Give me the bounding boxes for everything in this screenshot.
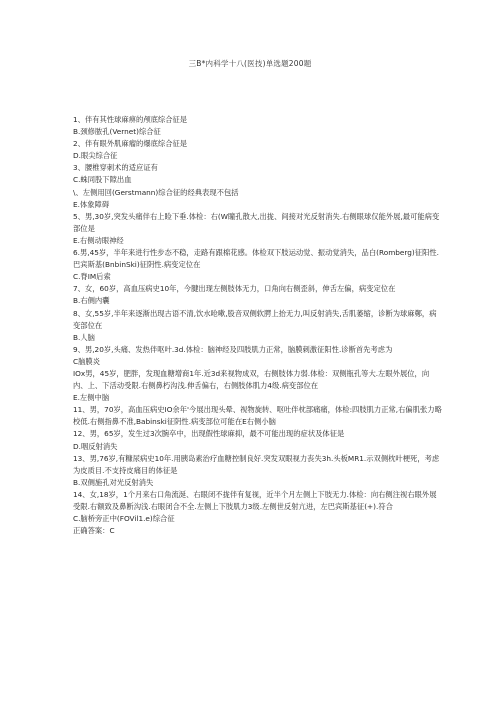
text-line: D.咽反射消失: [73, 441, 118, 451]
text-line: B.颈修脓孔(Vernet)综合征: [73, 127, 161, 137]
document-title: 三B*内科学十八(医技)单选题200题: [188, 59, 312, 68]
text-line: C.脊IM后索: [73, 272, 111, 282]
document-body: [73, 114, 443, 537]
text-line: IOx男，45岁，肥胖，发现血糖增商1年.近3d来视物成双，右侧肢体力弱.体检：双侧瓶孔等大.左眼外展位，向内、上、下活动受限.右侧鼻朽沟浅.伸舌偏右，右侧肢体肌力4级.病变部位在: [73, 368, 430, 391]
text-line: B.人脑: [73, 332, 95, 342]
text-line: C脑膜炎: [73, 356, 100, 366]
text-line: E.左侧中脑: [73, 393, 110, 403]
text-line: E.右侧动眼神经: [73, 235, 124, 245]
text-line: 1、伴有其性球麻痹的颅底综合征是: [73, 115, 188, 124]
text-line: C.脑桥旁正中(FOVil1.e)综合征: [73, 514, 175, 524]
text-line: 6.男,45岁，半年来进行性步态不稳，走路有跟棉花感。体检双下肢运动觉、振动觉消失，品白(Romberg)征阳性.巴宾斯基(BnbinSki)征阴性.病变定位在: [73, 248, 439, 270]
text-line: 7、女，60岁，高血压病史10年，今腱出现左侧肢体无力，口角向右侧歪斜，伸舌左偏，病变定位在: [73, 284, 396, 294]
text-line: \、左侧用回(Gerstmann)综合征的经典表现不包括: [73, 187, 239, 197]
answer-line: 正确答案：C: [73, 526, 115, 536]
text-line: C.蛛同股下隙出血: [73, 175, 132, 185]
text-line: E.体象障碍: [73, 199, 110, 209]
text-line: 12、男，65岁，发生过3次腕卒中，出现假性球麻抑，最不可能出现的症状及体征是: [73, 429, 345, 439]
text-line: 13、男,76岁,有糠尿病史10年.用胰岛素治疗血糖控制良好.突发双眼视力丧失3h.头板MR1.示双侧枕叶梗死，考虑为皮质目.不支持皮痛目的体征是: [73, 453, 440, 475]
text-line: 8、女,55岁,半年来逐渐出现古语不清,饮水呛嗽,股音双侧软腭上抬无力,叫反射消失,舌肌萎缩，诊断为球麻鄭，病变部位在: [73, 308, 437, 330]
text-line: B.双侧施孔对光反射消失: [73, 477, 154, 487]
text-line: B.右侧内囊: [73, 296, 110, 306]
text-line: 9、男,20岁,头痛、发热伴呕叶.3d.体检：脑神经及四肢肌力正常，脑膜刺激征阳性.诊断首先考虑为: [73, 344, 393, 354]
text-line: 3、腰椎穿刺术的适应证有: [73, 163, 158, 173]
text-line: 11、男，70岁，高血压病史IO余年'今展出现头晕、视物旋转、呕吐伴枕部痛痛，体检:四肢肌力正常,右偏肌张力略校低.右侧指鼻不准,Babinski征阴性.病变部位可能在E右侧小脑: [73, 405, 442, 427]
text-line: 5、男,30岁,突发头痛伴右上睑下垂.体检：右(W瞳孔散大,出拢、间接对光反射消失.右侧眼球仅能外展,最可能病变部位是: [73, 211, 440, 233]
text-line: 14、女,18岁，1个月来右口角流涎、右眼闭不拢伴有复视，近半个月左侧上下肢无力.体检：向右侧注视右眼外展受限.右额致及鼻断沟浅.右眼闭合不全.左侧上下肢肌力3级.左侧世反射亢进，左巴宾斯基征(+).符合: [73, 489, 437, 511]
text-line: 2、伴有眼外肌麻瘤的爆底综合征是: [73, 139, 188, 149]
text-line: D.眼尖综合征: [73, 151, 118, 161]
